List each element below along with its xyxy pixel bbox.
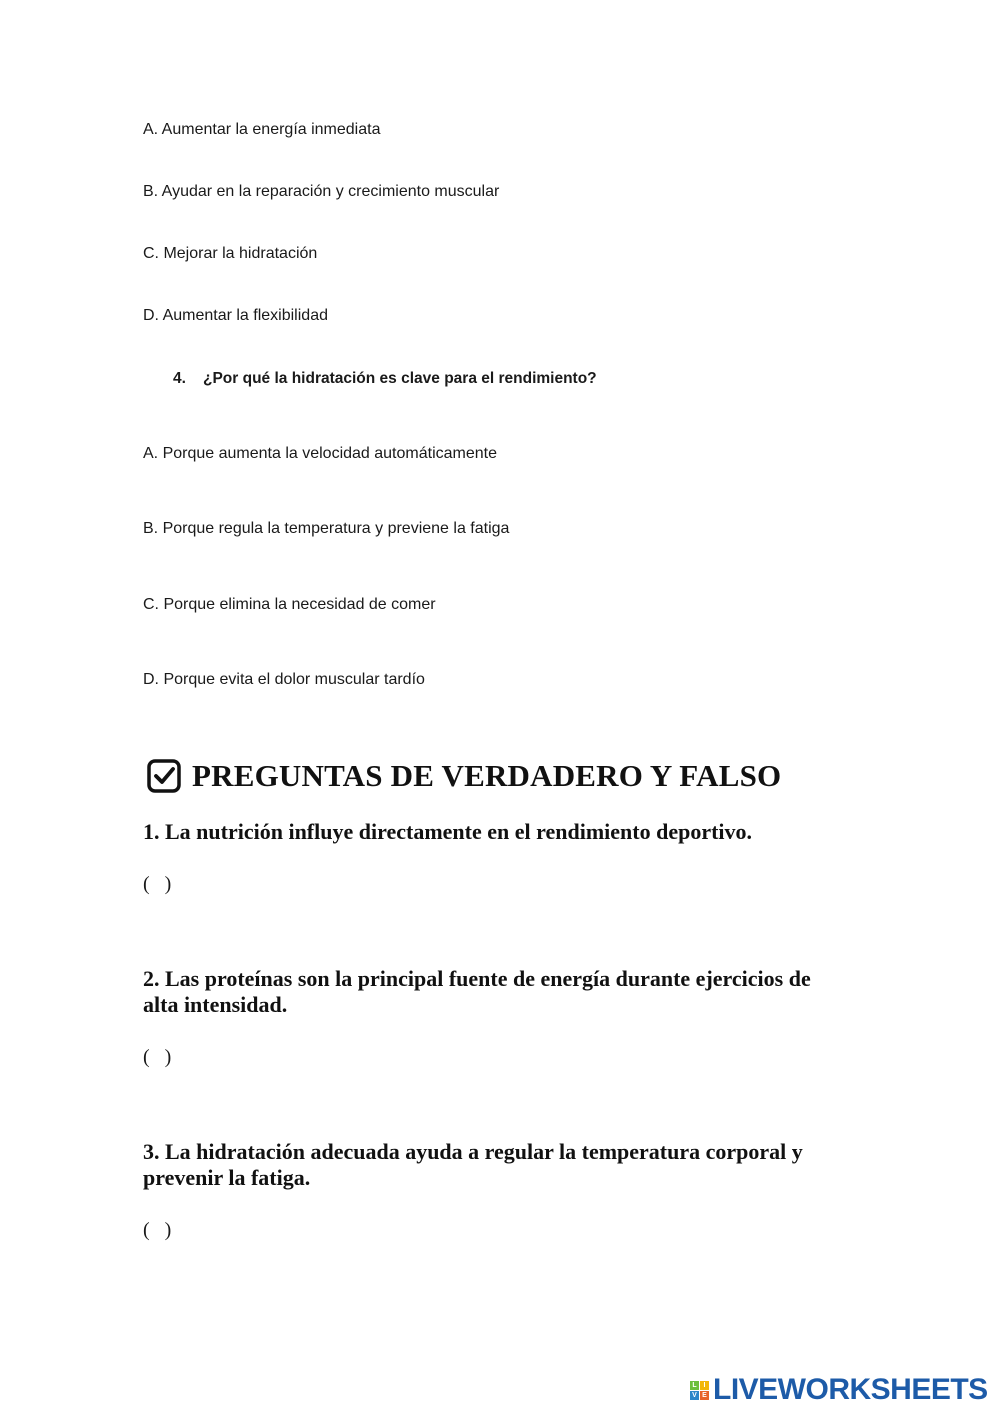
liveworksheets-logo [690, 1373, 988, 1407]
logo-letter-l: L [690, 1381, 699, 1390]
logo-letter-i: I [700, 1381, 709, 1390]
q3-option-b[interactable]: B. Ayudar en la reparación y crecimiento muscular [143, 183, 500, 200]
tf-question-1: 1. La nutrición influye directamente en el rendimiento deportivo. [143, 819, 753, 844]
q4-option-b[interactable]: B. Porque regula la temperatura y previene la fatiga [143, 520, 510, 537]
logo-wordmark: LIVEWORKSHEETS [713, 1373, 988, 1406]
q3-option-c[interactable]: C. Mejorar la hidratación [143, 245, 318, 262]
logo-letter-v: V [690, 1391, 699, 1400]
q4-option-d[interactable]: D. Porque evita el dolor muscular tardío [143, 671, 425, 688]
tf-question-3: 3. La hidratación adecuada ayuda a regular la temperatura corporal y prevenir la fatiga. [143, 1139, 803, 1190]
q4-number: 4. [173, 370, 186, 387]
logo-letter-e: E [700, 1391, 709, 1400]
q4-text: ¿Por qué la hidratación es clave para el rendimiento? [203, 370, 597, 387]
q4-heading [173, 370, 597, 388]
tf-section-heading: PREGUNTAS DE VERDADERO Y FALSO [192, 758, 782, 793]
logo-grid-icon [690, 1381, 709, 1400]
tf-answer-3[interactable]: ( ) [143, 1219, 172, 1241]
q3-option-a[interactable]: A. Aumentar la energía inmediata [143, 121, 381, 138]
tf-answer-1[interactable]: ( ) [143, 873, 172, 895]
checkbox-checked-icon [146, 758, 182, 794]
q4-option-c[interactable]: C. Porque elimina la necesidad de comer [143, 596, 436, 613]
q4-option-a[interactable]: A. Porque aumenta la velocidad automáticamente [143, 445, 497, 462]
tf-answer-2[interactable]: ( ) [143, 1046, 172, 1068]
tf-question-2: 2. Las proteínas son la principal fuente de energía durante ejercicios de alta intensidad. [143, 966, 811, 1017]
q3-option-d[interactable]: D. Aumentar la flexibilidad [143, 307, 328, 324]
tf-section-title [146, 758, 781, 794]
